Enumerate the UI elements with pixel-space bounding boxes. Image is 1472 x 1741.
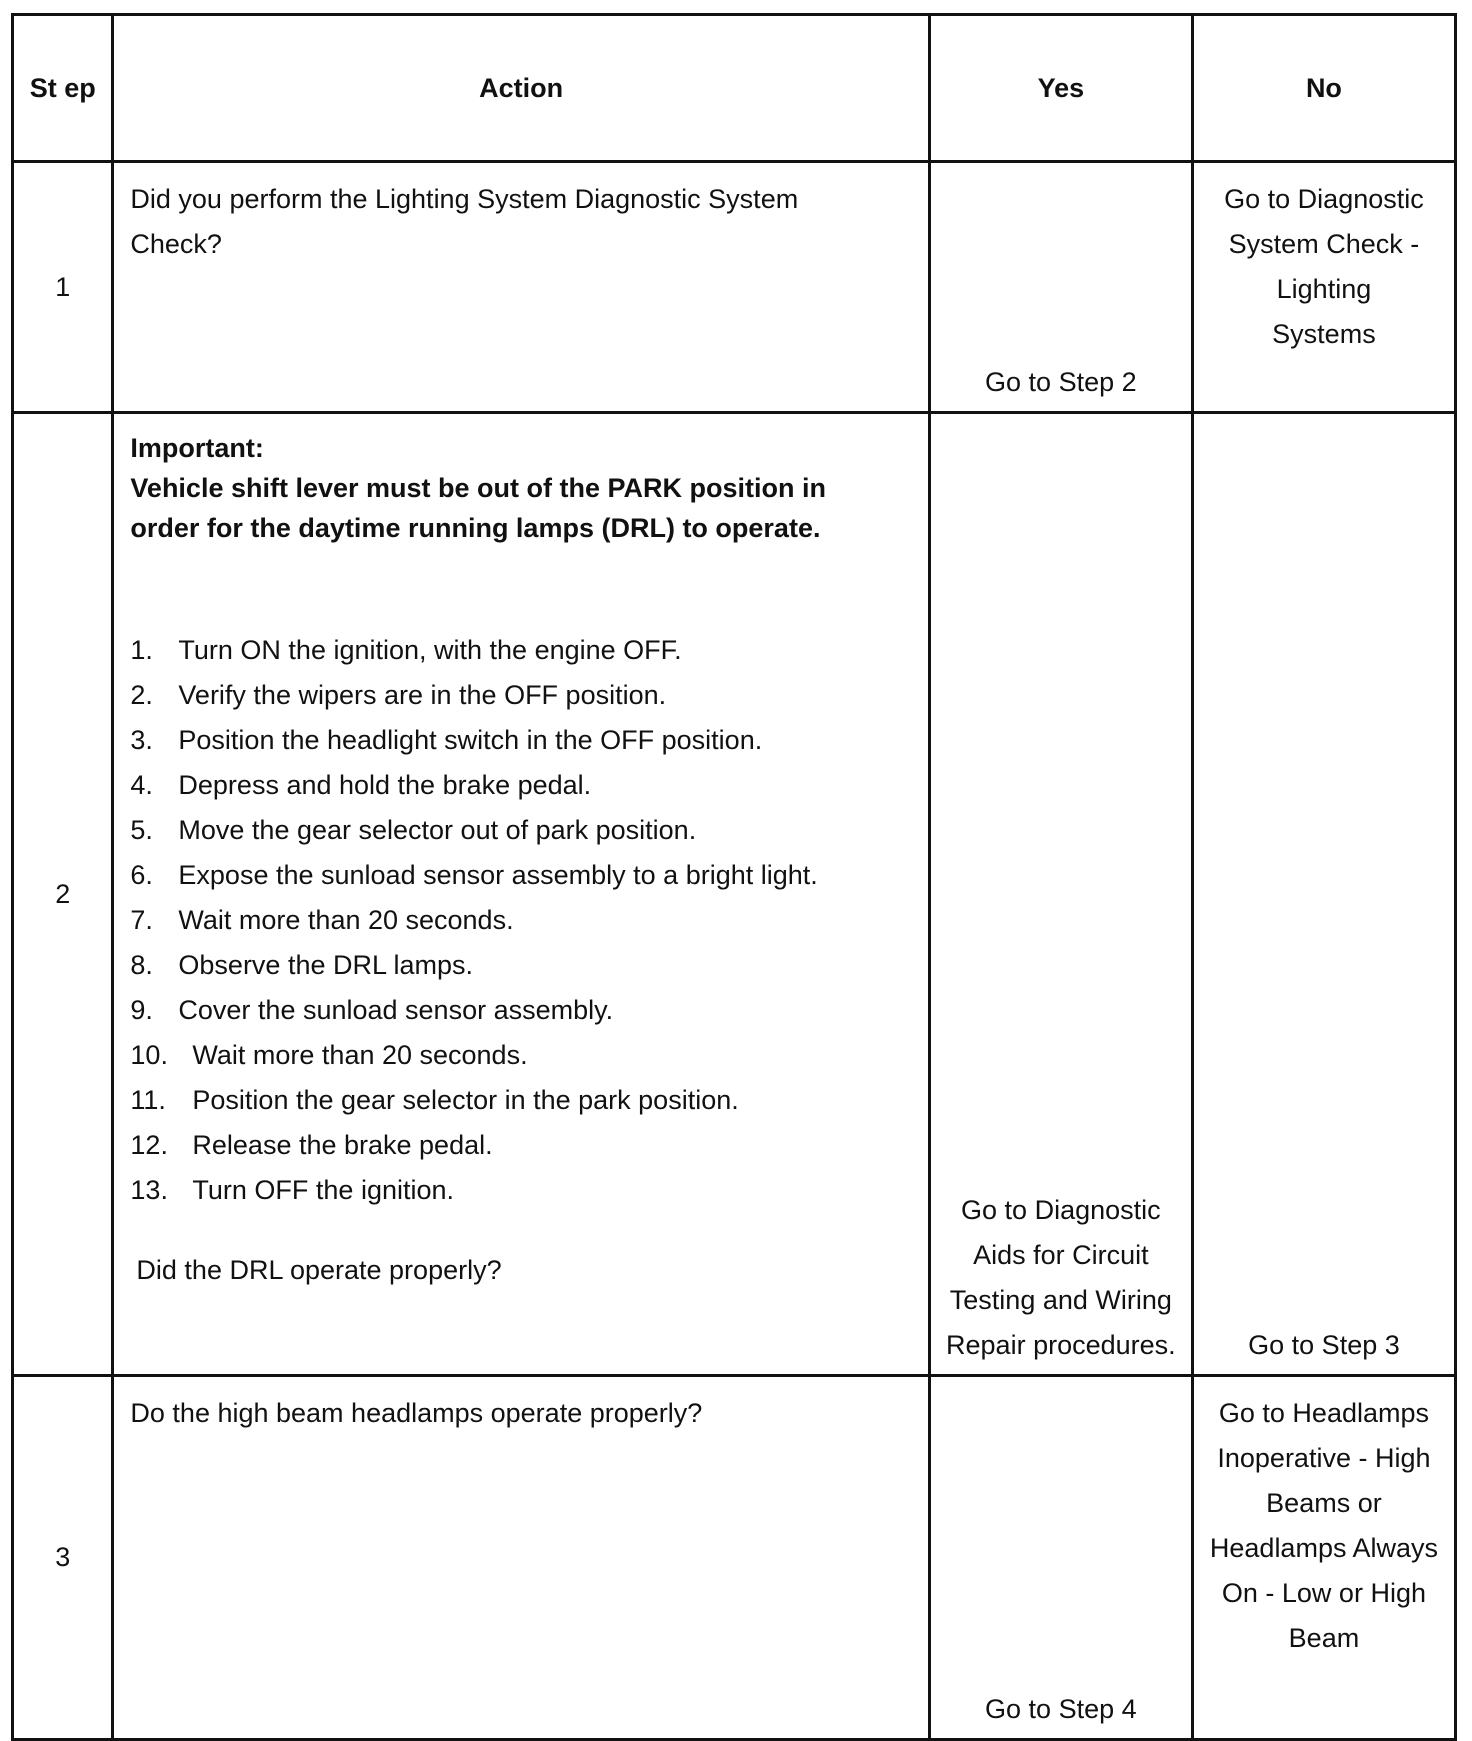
action-question: Do the high beam headlamps operate properly? (130, 1398, 703, 1428)
yes-result-text: Go to Diagnostic Aids for Circuit Testing and Wiring Repair procedures. (946, 1195, 1176, 1360)
list-item: 12. Release the brake pedal. (130, 1130, 493, 1160)
procedure-list (130, 628, 911, 1213)
header-row (13, 15, 1456, 162)
no-result (1192, 162, 1455, 413)
diagnostic-table (11, 13, 1457, 1741)
header-action-label: Action (479, 73, 564, 103)
header-no-label: No (1305, 73, 1342, 103)
table-row (13, 413, 1456, 1376)
table-row (13, 1376, 1456, 1740)
step-number: 3 (13, 1376, 113, 1740)
action-text (113, 1376, 929, 1740)
list-item: 1. Turn ON the ignition, with the engine OFF. (130, 635, 682, 665)
list-item: 2. Verify the wipers are in the OFF position. (130, 680, 667, 710)
header-yes-label: Yes (1037, 73, 1085, 103)
no-result-text: Go to Diagnostic System Check - Lighting Systems (1224, 184, 1424, 349)
list-item: 10. Wait more than 20 seconds. (130, 1040, 528, 1070)
list-item: 13. Turn OFF the ignition. (130, 1175, 455, 1205)
action-text (113, 413, 929, 1376)
header-step-label: St ep (29, 73, 96, 103)
action-question: Did the DRL operate properly? (136, 1255, 502, 1285)
list-item: 6. Expose the sunload sensor assembly to a bright light. (130, 860, 818, 890)
no-result: Go to Step 3 (1192, 413, 1455, 1376)
action-question: Did you perform the Lighting System Diagnostic System Check? (130, 184, 799, 259)
header-step (13, 15, 113, 162)
important-note (130, 428, 911, 548)
step-number: 1 (13, 162, 113, 413)
no-result-text: Go to Headlamps Inoperative - High Beams or Headlamps Always On - Low or High Beam (1209, 1398, 1438, 1653)
list-item: 9. Cover the sunload sensor assembly. (130, 995, 614, 1025)
yes-result: Go to Step 4 (929, 1376, 1192, 1740)
table-row (13, 162, 1456, 413)
step-number: 2 (13, 413, 113, 1376)
no-result (1192, 1376, 1455, 1740)
header-action (113, 15, 929, 162)
list-item: 5. Move the gear selector out of park position. (130, 815, 697, 845)
important-text: Vehicle shift lever must be out of the PARK position in order for the daytime running lamps (DRL) to operate. (130, 473, 826, 543)
list-item: 3. Position the headlight switch in the OFF position. (130, 725, 763, 755)
header-no (1192, 15, 1455, 162)
list-item: 8. Observe the DRL lamps. (130, 950, 474, 980)
yes-result (929, 413, 1192, 1376)
important-title: Important: (130, 433, 264, 463)
action-text (113, 162, 929, 413)
list-item: 7. Wait more than 20 seconds. (130, 905, 514, 935)
list-item: 4. Depress and hold the brake pedal. (130, 770, 592, 800)
header-yes (929, 15, 1192, 162)
yes-result: Go to Step 2 (929, 162, 1192, 413)
list-item: 11. Position the gear selector in the park position. (130, 1085, 739, 1115)
